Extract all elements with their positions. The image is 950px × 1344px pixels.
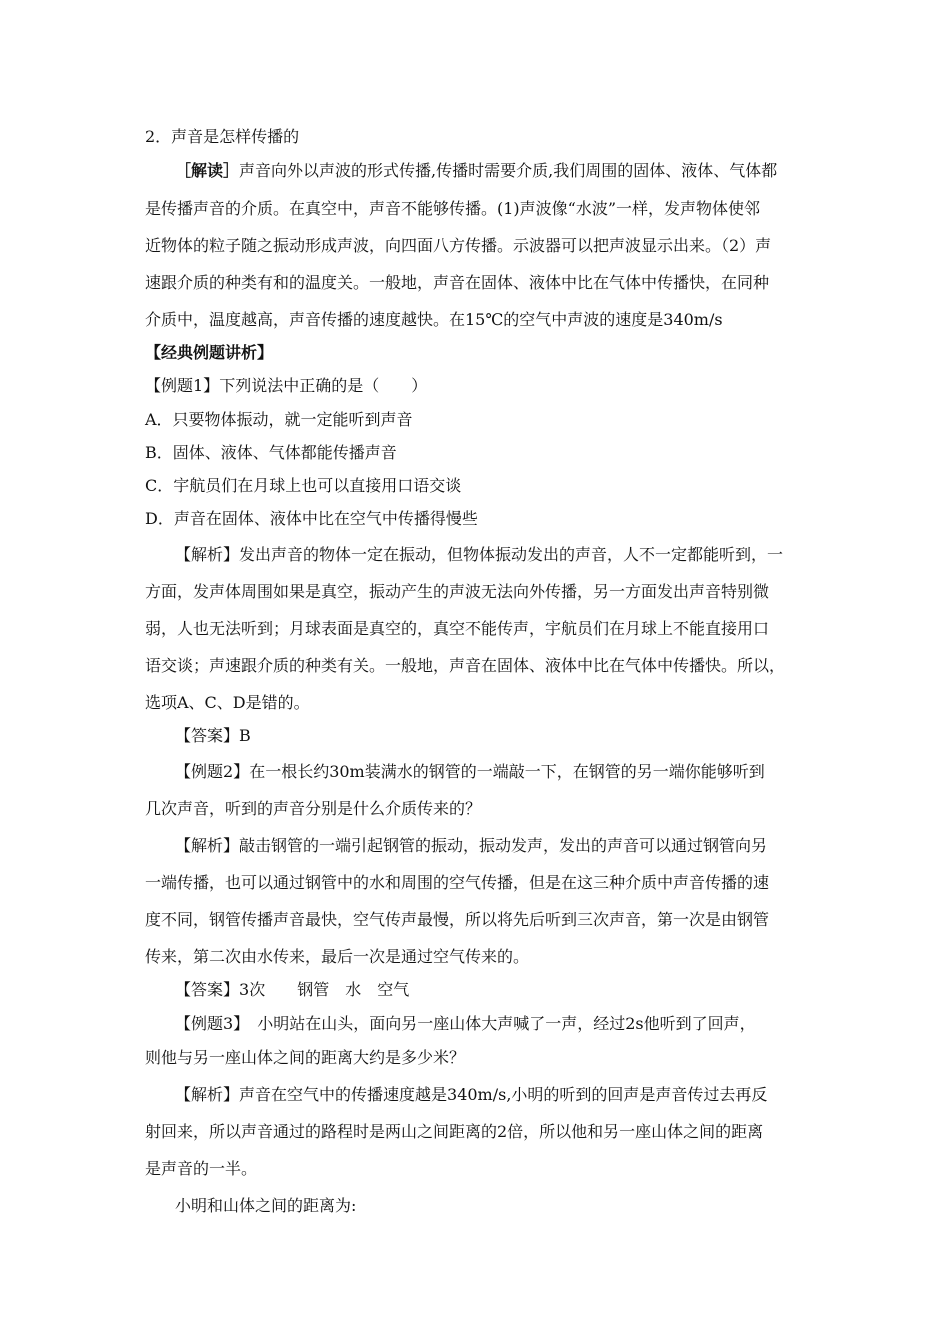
example3-analysis-line-3: 是声音的一半。 — [145, 1159, 258, 1178]
option-b: B．固体、液体、气体都能传播声音 — [145, 443, 397, 462]
example2-analysis-line-2: 一端传播，也可以通过钢管中的水和周围的空气传播，但是在这三种介质中声音传播的速 — [145, 873, 770, 892]
analysis-label: 【解析】 — [175, 545, 240, 564]
examples-heading: 【经典例题讲析】 — [145, 343, 274, 362]
interp-line-3: 近物体的粒子随之振动形成声波，向四面八方传播。示波器可以把声波显示出来。（2）声 — [145, 236, 772, 255]
example3-analysis-line-2: 射回来，所以声音通过的路程时是两山之间距离的2倍，所以他和另一座山体之间的距离 — [145, 1122, 764, 1141]
example1-answer — [175, 726, 251, 746]
example3-question-line-1 — [175, 1014, 756, 1034]
answer-text: 3次 钢管 水 空气 — [239, 980, 410, 999]
option-a: A．只要物体振动，就一定能听到声音 — [145, 410, 413, 429]
example2-question-line-1 — [175, 762, 765, 782]
example2-question-line-2: 几次声音，听到的声音分别是什么介质传来的？ — [145, 799, 482, 818]
interp-line-4: 速跟介质的种类有和的温度关。一般地，声音在固体、液体中比在气体中传播快，在同种 — [145, 273, 770, 292]
interp-text: 声音向外以声波的形式传播,传播时需要介质,我们周围的固体、液体、气体都 — [239, 161, 778, 180]
answer-label: 【答案】 — [175, 726, 240, 745]
section-heading: 2．声音是怎样传播的 — [145, 127, 300, 146]
example2-label: 【例题2】 — [175, 762, 250, 781]
example3-label: 【例题3】 — [175, 1014, 242, 1033]
analysis-text: 发出声音的物体一定在振动，但物体振动发出的声音，人不一定都能听到，一 — [239, 545, 784, 564]
option-c: C．宇航员们在月球上也可以直接用口语交谈 — [145, 476, 462, 495]
analysis-text: 声音在空气中的传播速度越是340m/s,小明的听到的回声是声音传过去再反 — [239, 1085, 768, 1104]
example2-answer — [175, 980, 409, 1000]
analysis-text: 敲击钢管的一端引起钢管的振动，振动发声，发出的声音可以通过钢管向另 — [239, 836, 768, 855]
example3-question-text: 小明站在山头，面向另一座山体大声喊了一声，经过2s他听到了回声， — [241, 1014, 756, 1033]
example3-question-line-2: 则他与另一座山体之间的距离大约是多少米？ — [145, 1048, 466, 1067]
example1-question — [145, 376, 427, 396]
interp-line-1 — [175, 161, 777, 181]
example3-analysis-line-1 — [175, 1085, 767, 1105]
example1-analysis-line-4: 语交谈；声速跟介质的种类有关。一般地，声音在固体、液体中比在气体中传播快。所以， — [145, 656, 786, 675]
example1-question-text: 下列说法中正确的是（ ） — [219, 376, 428, 395]
example2-analysis-line-3: 度不同，钢管传播声音最快，空气传声最慢，所以将先后听到三次声音，第一次是由钢管 — [145, 910, 770, 929]
example2-question-text: 在一根长约30m装满水的钢管的一端敲一下，在钢管的另一端你能够听到 — [249, 762, 765, 781]
interp-line-5: 介质中，温度越高，声音传播的速度越快。在15℃的空气中声波的速度是340m/s — [145, 310, 723, 329]
example1-analysis-line-5: 选项A、C、D是错的。 — [145, 693, 310, 712]
example1-label: 【例题1】 — [145, 376, 220, 395]
answer-text: B — [239, 726, 251, 745]
interp-label: ［解读］ — [175, 161, 240, 180]
analysis-label: 【解析】 — [175, 836, 240, 855]
example2-analysis-line-1 — [175, 836, 767, 856]
answer-label: 【答案】 — [175, 980, 240, 999]
example1-analysis-line-1 — [175, 545, 783, 565]
option-d: D．声音在固体、液体中比在空气中传播得慢些 — [145, 509, 478, 528]
analysis-label: 【解析】 — [175, 1085, 240, 1104]
example1-analysis-line-3: 弱，人也无法听到；月球表面是真空的，真空不能传声，宇航员们在月球上不能直接用口 — [145, 619, 770, 638]
interp-line-2: 是传播声音的介质。在真空中，声音不能够传播。(1)声波像“水波”一样，发声物体使邻 — [145, 199, 761, 218]
example3-distance-line: 小明和山体之间的距离为: — [175, 1196, 357, 1215]
example1-analysis-line-2: 方面，发声体周围如果是真空，振动产生的声波无法向外传播，另一方面发出声音特别微 — [145, 582, 770, 601]
example2-analysis-line-4: 传来，第二次由水传来，最后一次是通过空气传来的。 — [145, 947, 530, 966]
